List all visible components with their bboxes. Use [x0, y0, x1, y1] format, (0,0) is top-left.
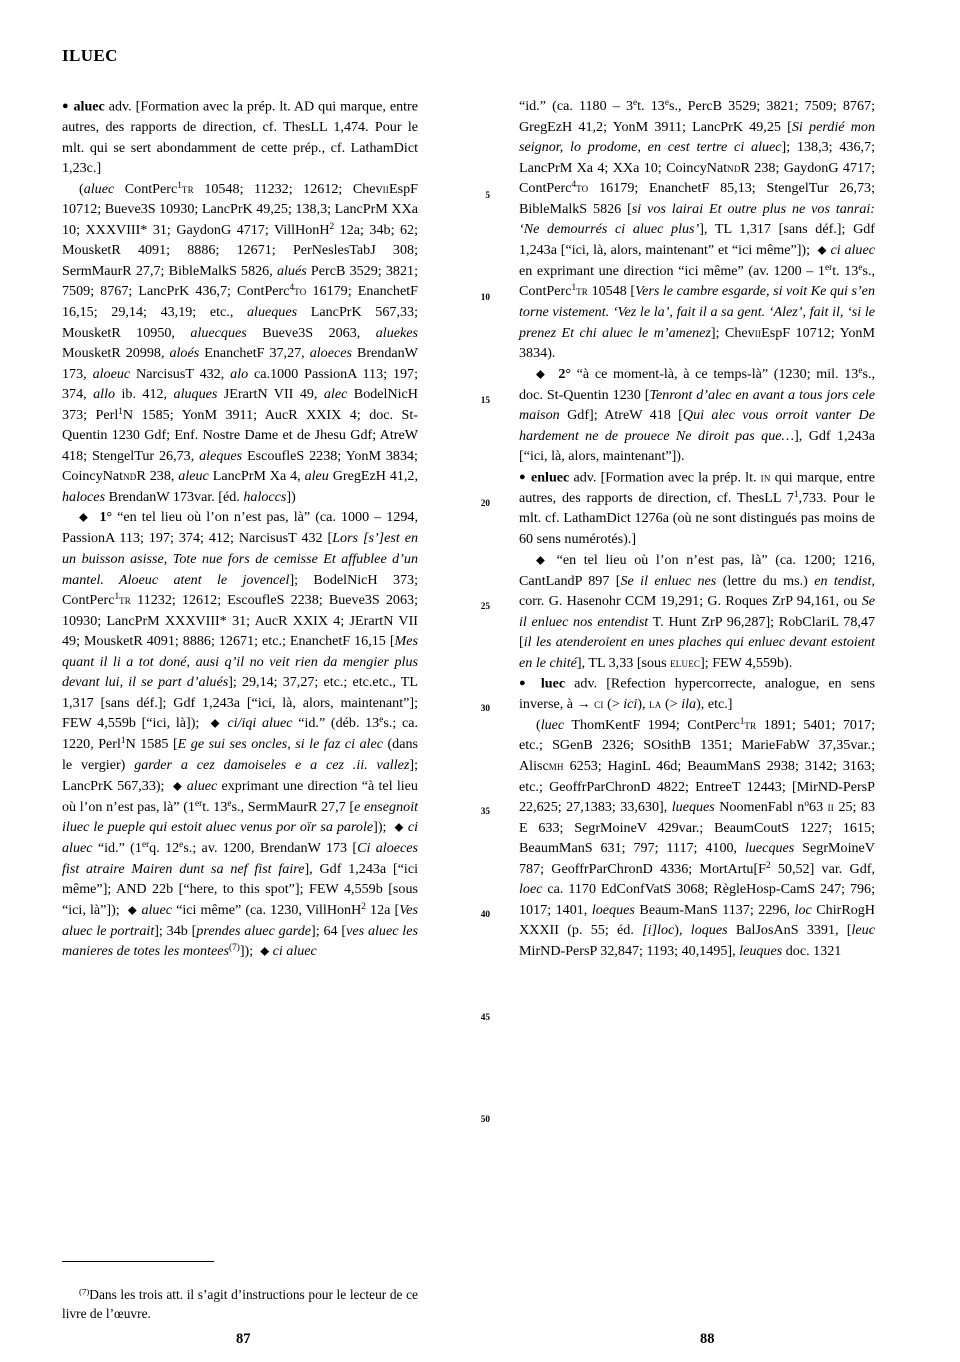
sense-gloss: “à ce moment-là, à ce temps-là” — [576, 365, 769, 382]
entry-aluec-header — [62, 96, 418, 179]
line-number: 35 — [480, 807, 490, 817]
line-number: 15 — [480, 396, 490, 406]
part-of-speech: adv. — [108, 98, 132, 115]
sub-lemma-ci-aluec: ci aluec — [62, 819, 418, 857]
filled-circle-bullet-icon: ● — [519, 470, 527, 483]
sense-gloss: “en tel lieu où l’on n’est pas, là” — [117, 509, 311, 526]
part-of-speech: adv. — [573, 469, 597, 486]
lemma-luec: luec — [540, 675, 566, 692]
filled-diamond-bullet-icon: ◆ — [172, 780, 183, 793]
line-number: 5 — [485, 191, 490, 201]
footnote-separator-rule — [62, 1261, 214, 1262]
sub-lemma-ci-aluec-en: ci aluec — [830, 241, 875, 258]
folio-number-left: 87 — [236, 1331, 251, 1347]
filled-circle-bullet-icon: ● — [519, 677, 532, 690]
sub-gloss: “à tel lieu où l’on n’est pas, là” — [62, 777, 418, 815]
sense-number: 2° — [558, 365, 571, 382]
sub-qualifier: en exprimant une direction — [519, 262, 674, 279]
line-number: 45 — [480, 1013, 490, 1023]
sub-lemma-aluec-ici-meme: aluec — [141, 901, 172, 918]
sense-number: 1° — [99, 509, 113, 526]
sub-lemma-ci-iqi-aluec: ci/iqi aluec — [227, 715, 293, 732]
footnote — [62, 1272, 418, 1337]
sub-gloss: “id.” — [298, 715, 326, 732]
sub-lemma-aluec: aluec — [186, 777, 218, 794]
enluec-sense-paragraph: ◆ “en tel lieu où l’on n’est pas, là” (ca. 1200; 1216, CantLandP 897 [Se il enluec nes (lettre du ms.) en tendist, corr. G. Hasenohr CCM 19,291; G. Roques ZrP 94,161, ou Se il enluec nos entendist T. Hunt ZrP 96,287]; RobClariL 78,47 [il les atenderoient en unes plaches qui enluec devant estoient en le chité], TL 3,33 [sous eluec]; FEW 4,559b). — [519, 551, 875, 671]
line-number: 40 — [480, 910, 490, 920]
sub-lemma-ci-aluec-cont: ci aluec — [272, 943, 317, 960]
running-head: ILUEC — [62, 46, 118, 65]
filled-diamond-bullet-icon: ◆ — [817, 244, 827, 257]
entry-luec-header: ● luec adv. [Refection hypercorrecte, analogue, en sens inverse, à → ci (> ici), la (> ila), etc.] — [519, 675, 875, 713]
filled-circle-bullet-icon: ● — [62, 100, 70, 112]
sub-gloss: “ici même” — [176, 901, 242, 918]
entry-enluec-header: ● enluec adv. [Formation avec la prép. lt. in qui marque, entre autres, des rapports de direction, cf. ThesLL $7^1,733$. Pour le mlt. cf. LathamDict 1276a (où ne sont distingués pas moins de 60 sens numérotés).] — [519, 469, 875, 547]
luec-attestations-paragraph: (luec ThomKentF 1994; ContPerc$^1$tr 1891; 5401; 7017; etc.; SGenB 2326; SOsithB 1351; MarieFabW 37,35var.; Aliscmh 6253; HaginL 46d; BeaumManS 2938; 3142; 3163; etc.; GeoffrParChronD 4822; EntreeT 12443; [MirND‑PersP 22,625; 27,1383; 33,630], lueques NoomenFabl $n^o63$ ii 25; 83 E 633; SegrMoineV 429var.; BeaumCoutS 1227; 1615; BeaumManS 631; 797; 1117; 4100, luecques SegrMoineV 787; GeoffrParChronD 4336; $MortArtu[F^2$ 50,52] var. Gdf, loec ca. 1170 EdConfVatS 3068; RègleHosp‑CamS 247; 796; 1017; 1401, loeques Beaum‑ManS 1137; 2296, loc ChirRogH XXXII (p. 55; éd. [i]loc), loques BalJosAnS 3391, [leuc MirND‑PersP 32,847; 1193; 40,1495], leuques doc. 1321 — [519, 716, 875, 959]
column-right — [519, 96, 875, 961]
sub-qualifier: exprimant une direction — [221, 777, 358, 794]
sense-1-paragraph: ◆ 1° “en tel lieu où l’on n’est pas, là” (ca. 1000 – 1294, PassionA 113; 197; 374; 412; NarcisusT 432 [Lors [s’]est en un buisson asisse, Tote nue fors de cemisse Et affublee d’un mantel. Aloeuc atent le jovencel]; BodelNicH 373; ContPerc$^1$tr 11232; 12612; EscoufleS 2238; Bueve3S 2063; 10930; LancPrM XXXVIII* 31; AucR XXIX 4; JErartN VII 49; MousketR 4091; 8886; 12671; etc.; EnanchetF 16,15 [Mes quant il li a tot doné, ausi q’il no veit rien da mengier plus devant lui, il se part d’alués]; 29,14; 37,27; etc.; etc.etc., TL 1,317 [sans déf.]; Gdf 1,243a [“ici, là, alors, maintenant”]; FEW 4,559b [“ici, là]); ◆ ci/iqi aluec “id.” (déb. 13es.; ca. 1220, Perl$^1$N 1585 [E ge sui ses oncles, si le faz ci alec (dans le vergier) garder a cez damoiseles e a cez .ii. vallez]; LancPrK 567,33); ◆ aluec exprimant une direction “à tel lieu où l’on n’est pas, là” (1ert. 13es., SermMaurR 27,7 [e ensegnoit iluec le pueple qui estoit aluec venus por oïr sa parole]); ◆ ci aluec “id.” (1erq. 12es.; av. 1200, BrendanW 173 [Ci aloeces fist atraire Mairen dunt sa nef fist faire], Gdf 1,243a [“ici même”]; AND 22b [“here, to this spot”]; FEW 4,559b [sous “ici, là”]); ◆ aluec “ici même” (ca. 1230, VillHonH$^2$ 12a [Ves aluec le portrait]; 34b [prendes aluec garde]; 64 [ves aluec les manieres de totes les montees$^{(7)}$]); ◆ ci aluec — [62, 509, 419, 960]
line-number: 50 — [480, 1115, 490, 1125]
etymology-note: [Formation avec la prép. lt. AD qui marque, entre autres, des rapports de direction, cf. ThesLL 1,474. Pour le mlt. qui se sert abondamment de cette prép., cf. LathamDict 1,23c.] — [62, 98, 418, 177]
filled-diamond-bullet-icon: ◆ — [210, 717, 222, 730]
footnote-text — [62, 1285, 418, 1323]
filled-diamond-bullet-icon: ◆ — [127, 904, 138, 917]
filled-diamond-bullet-icon: ◆ — [260, 945, 270, 958]
folio-number-right: 88 — [700, 1331, 715, 1347]
footnote-body: Dans les trois att. il s’agit d’instructions pour le lecteur de ce livre de l’œuvre. — [62, 1287, 418, 1322]
sub-gloss: “ici même” — [678, 262, 744, 279]
footnote-marker: (7) — [79, 1286, 90, 1297]
sense-2-paragraph: ◆ 2° “à ce moment-là, à ce temps-là” (1230; mil. 13es., doc. St-Quentin 1230 [Tenront d’alec en avant a tous jors cele maison Gdf]; AtreW 418 [Qui alec vous orroit vanter De hardement ne de prouece Ne diroit pas que…], Gdf 1,243a [“ici, là, alors, maintenant”]). — [519, 365, 875, 465]
line-number: 20 — [480, 499, 490, 509]
sub-gloss: “id.” — [97, 840, 125, 857]
column-left — [62, 96, 418, 962]
sense-gloss: “en tel lieu où l’on n’est pas, là” — [556, 551, 768, 568]
filled-diamond-bullet-icon: ◆ — [536, 368, 547, 381]
lemma-enluec: enluec — [530, 469, 570, 486]
continuation-paragraph: “id.” (ca. 1180 – 3et. 13es., PercB 3529; 3821; 7509; 8767; GregEzH 41,2; YonM 3911; LancPrK 49,25 [Si perdié mon seignor, lo prodome, en cest tertre ci aluec]; 138,3; 436,7; LancPrM Xa 4; XXa 10; CoincyNatndR 238; GaydonG 4717; ContPerc$^4$to 16179; EnanchetF 85,13; StengelTur 26,73; BibleMalkS 5826 [si vos lairai Et outre plus ne vos tanrai: ‘Ne demourrés ci aluec plus’], TL 1,317 [sans déf.]; Gdf 1,243a [“ici, là, alors, maintenant” et “ici même”]); ◆ ci aluec en exprimant une direction “ici même” (av. 1200 – 1ert. 13es., ContPerc$^1$tr 10548 [Vers le cambre esgarde, si voit Ke qui s’en torne vistement. ‘Vez le la’, fait il a sa gent. ‘Alez’, fait il, ‘si le prenez Et chi aluec le m’amenez]; CheviiEspF 10712; YonM 3834). — [519, 98, 876, 362]
line-number: 30 — [480, 704, 490, 714]
attestations-paragraph: (aluec ContPerc$^1$tr 10548; 11232; 12612; CheviiEspF 10712; Bueve3S 10930; LancPrK 49,25; 138,3; LancPrM XXa 10; XXXVIII* 31; GaydonG 4717; VillHonH$^2$ 12a; 34b; 62; MousketR 4091; 8886; 12671; PerNeslesTabJ 308; SermMaurR 27,7; BibleMalkS 5826, alués PercB 3529; 3821; 7509; 8767; LancPrK 436,7; ContPerc$^4$to 16179; EnanchetF 16,15; 29,14; 43,19; etc., alueques LancPrK 567,33; MousketR 10950, aluecques Bueve3S 2063, aluekes MousketR 20998, aloés EnanchetF 37,27, aloeces BrendanW 173, aloeuc NarcisusT 432, alo ca.1000 PassionA 113; 197; 374, allo ib. 412, aluques JErartN VII 49, alec BodelNicH 373; Perl$^1$N 1585; YonM 3911; AucR XXIX 4; doc. St-Quentin 1230 Gdf; Enf. Nostre Dame et de Jhesu Gdf; AtreW 418; StengelTur 26,73, aleques EscoufleS 2238; YonM 3834; CoincyNatndR 238, aleuc LancPrM Xa 4, aleu GregEzH 41,2, haloces BrendanW 173var. [éd. haloccs]) — [62, 180, 419, 505]
lemma-aluec: aluec — [73, 98, 105, 115]
filled-diamond-bullet-icon: ◆ — [79, 511, 90, 524]
continuation-gloss: “id.” — [519, 98, 546, 114]
line-number: 25 — [480, 602, 490, 612]
part-of-speech: adv. — [574, 675, 598, 692]
filled-diamond-bullet-icon: ◆ — [394, 821, 404, 834]
line-number: 10 — [480, 293, 490, 303]
filled-diamond-bullet-icon: ◆ — [536, 554, 549, 567]
